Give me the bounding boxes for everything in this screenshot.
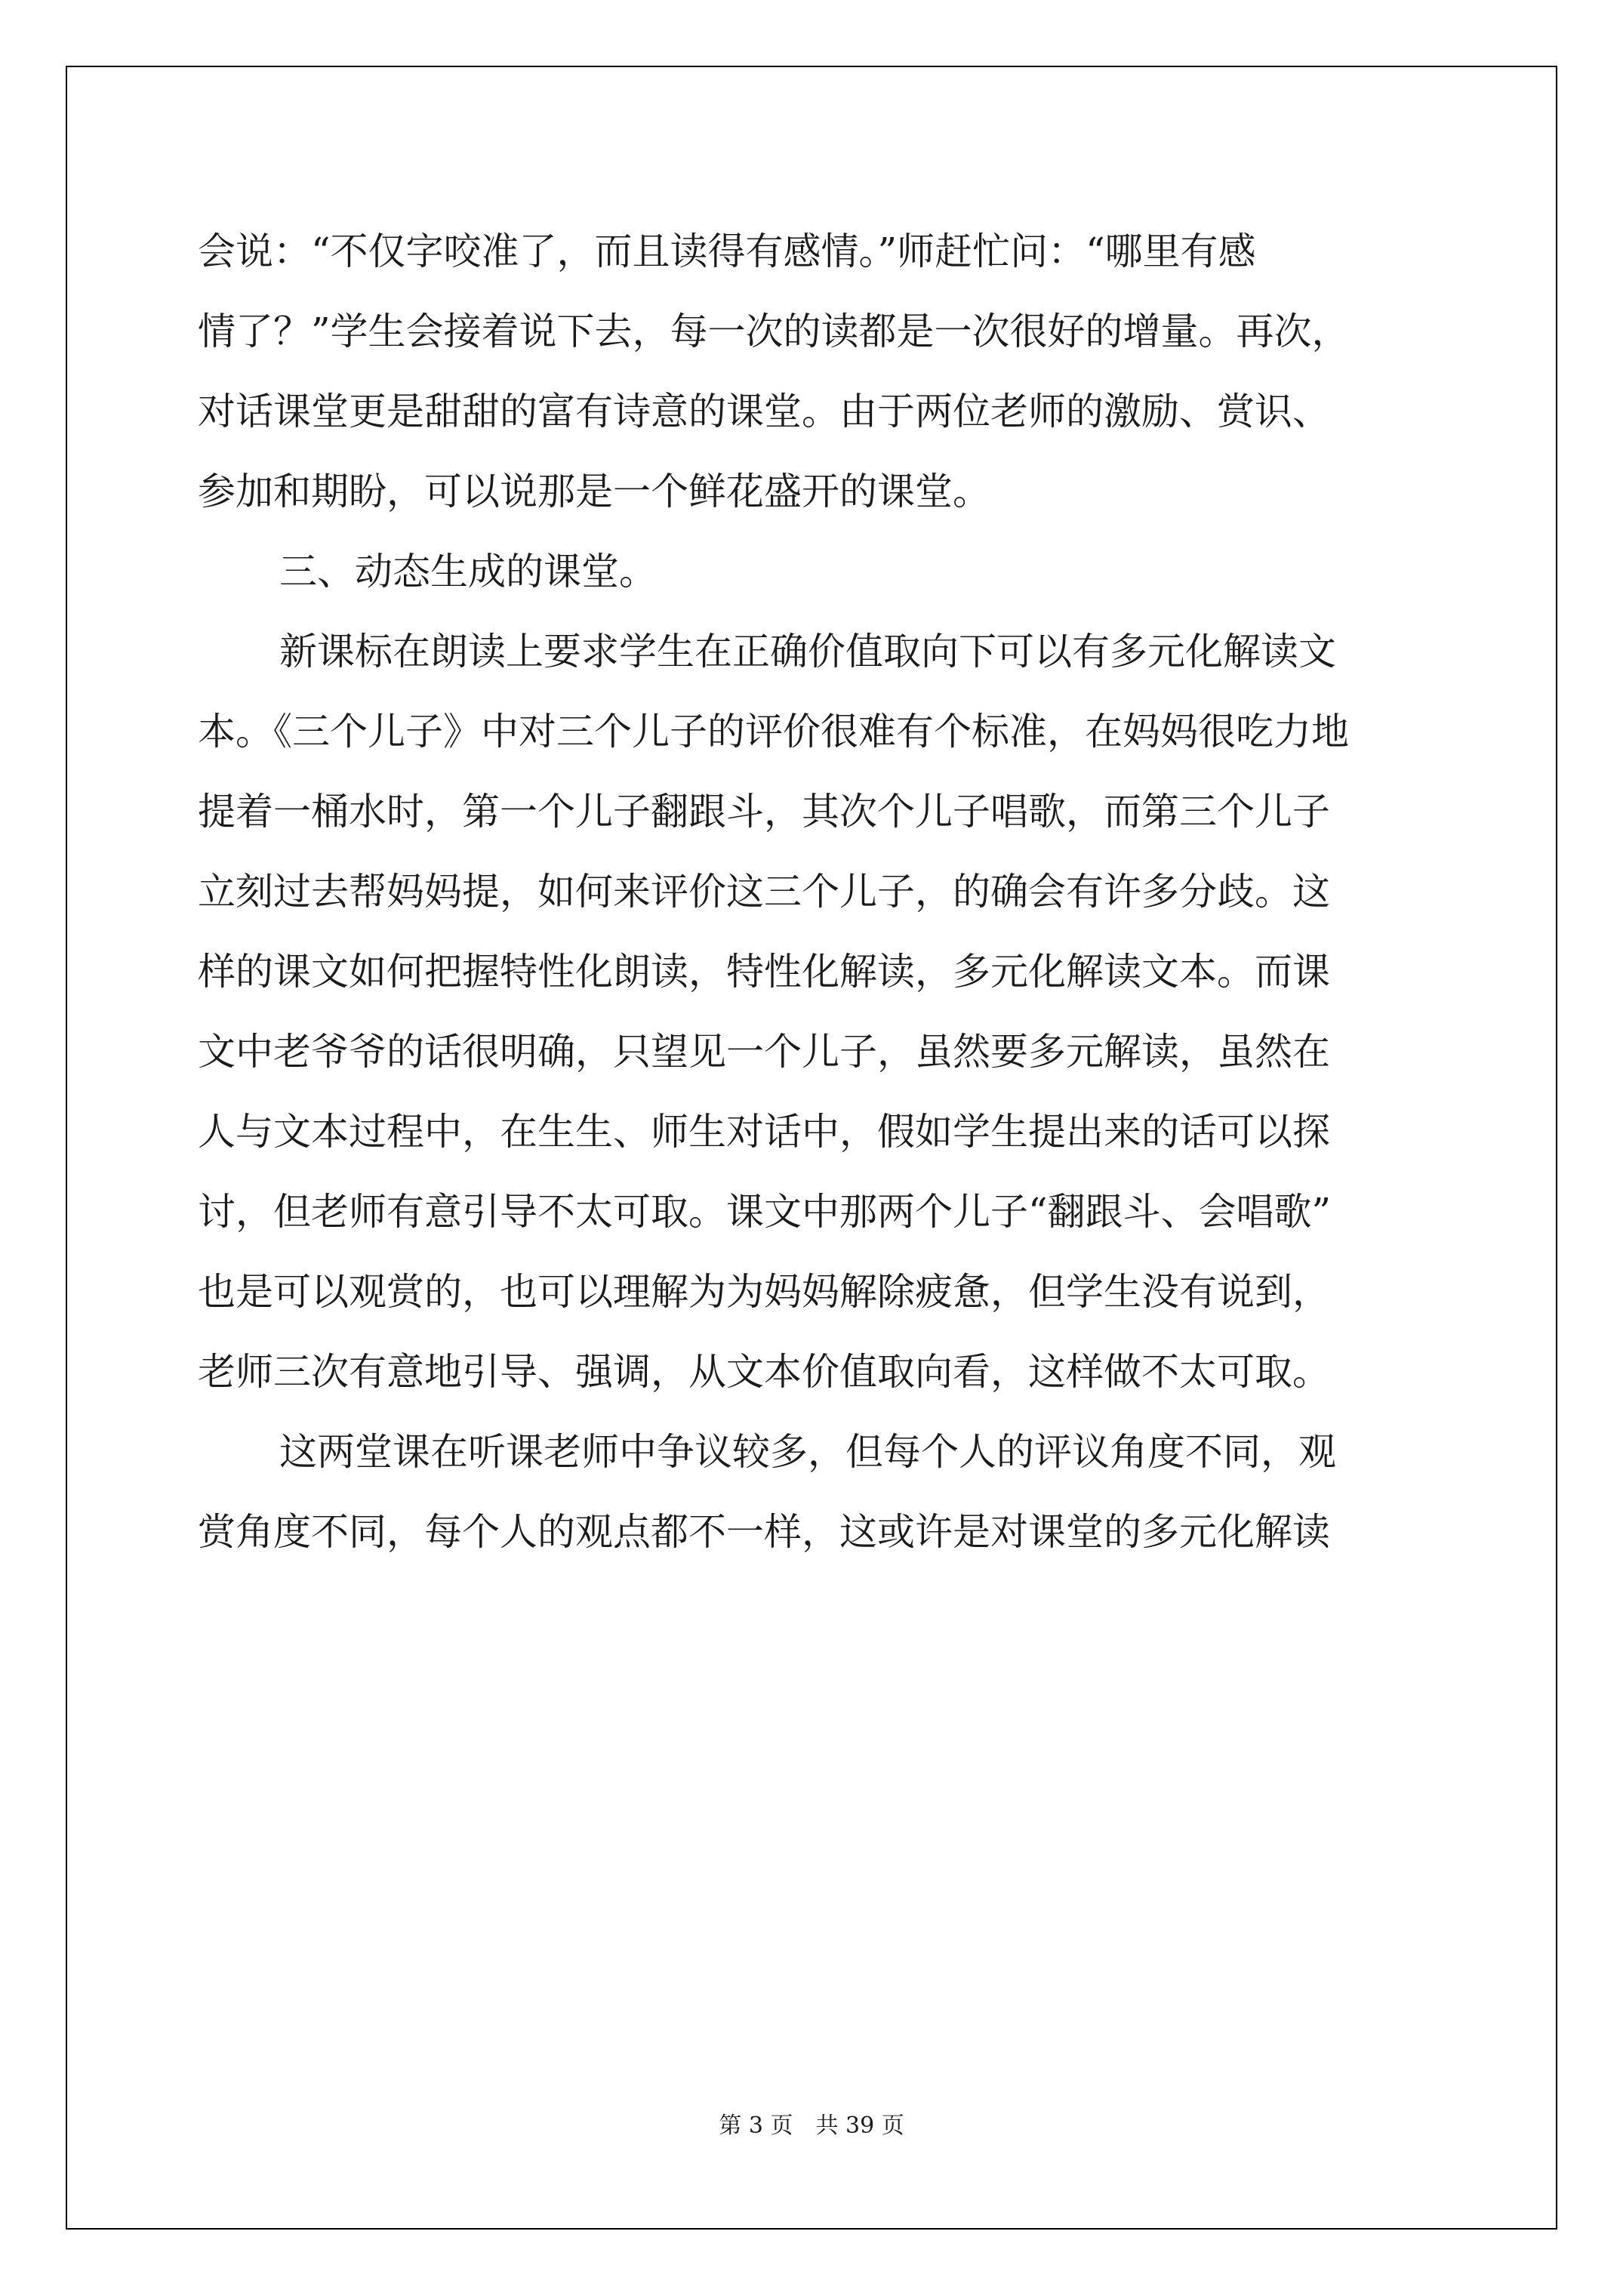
text-line: 老师三次有意地引导、强调，从文本价值取向看，这样做不太可取。: [198, 1350, 1330, 1394]
text-line: 提着一桶水时，第一个儿子翻跟斗，其次个儿子唱歌，而第三个儿子: [198, 790, 1330, 834]
text-line: 情了？”学生会接着说下去，每一次的读都是一次很好的增量。再次，: [198, 310, 1350, 353]
text-line: 样的课文如何把握特性化朗读，特性化解读，多元化解读文本。而课: [198, 950, 1330, 994]
text-line: 文中老爷爷的话很明确，只望见一个儿子，虽然要多元解读，虽然在: [198, 1030, 1330, 1074]
text-line: 参加和期盼，可以说那是一个鲜花盛开的课堂。: [198, 470, 990, 513]
document-body: [198, 211, 1436, 1572]
text-line: 人与文本过程中，在生生、师生对话中，假如学生提出来的话可以探: [198, 1110, 1330, 1154]
text-line: 会说：“不仅字咬准了，而且读得有感情。”师赶忙问：“哪里有感: [198, 230, 1256, 273]
text-line: 这两堂课在听课老师中争议较多，但每个人的评议角度不同，观: [279, 1430, 1336, 1474]
text-line: 也是可以观赏的，也可以理解为为妈妈解除疲惫，但学生没有说到，: [198, 1270, 1330, 1314]
text-line: 新课标在朗读上要求学生在正确价值取向下可以有多元化解读文: [279, 630, 1336, 673]
text-line: 三、动态生成的课堂。: [279, 550, 657, 593]
text-line: 赏角度不同，每个人的观点都不一样，这或许是对课堂的多元化解读: [198, 1510, 1330, 1554]
text-line: 立刻过去帮妈妈提，如何来评价这三个儿子，的确会有许多分歧。这: [198, 870, 1330, 914]
page-footer: 第 3 页 共 39 页: [719, 2113, 904, 2139]
text-line: 本。《三个儿子》中对三个儿子的评价很难有个标准，在妈妈很吃力地: [198, 710, 1349, 754]
text-line: 对话课堂更是甜甜的富有诗意的课堂。由于两位老师的激励、赏识、: [198, 390, 1330, 433]
text-line: 讨，但老师有意引导不太可取。课文中那两个儿子“翻跟斗、会唱歌”: [198, 1190, 1332, 1234]
